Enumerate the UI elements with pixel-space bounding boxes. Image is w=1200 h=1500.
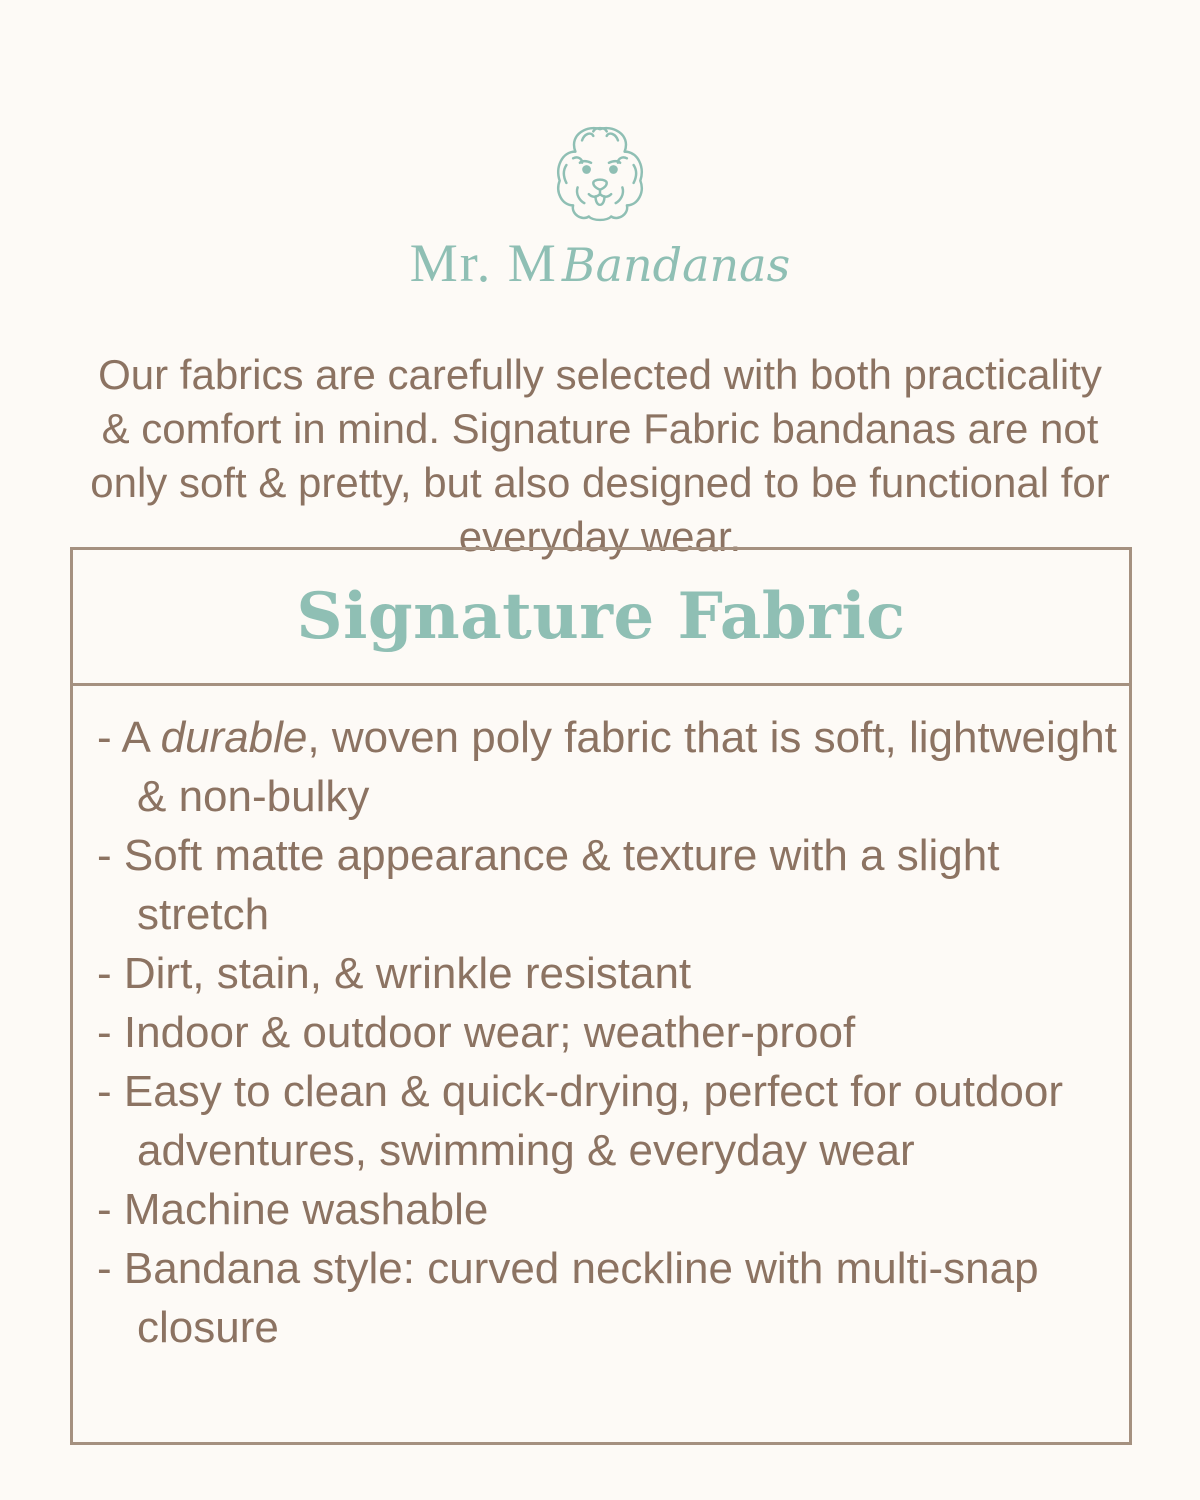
intro-paragraph: Our fabrics are carefully selected with both practicality & comfort in mind. Signature Fabric bandanas are not only soft & pretty, but also designed to be functional for everyday wear. bbox=[90, 351, 1110, 560]
feature-item: - Soft matte appearance & texture with a slight stretch bbox=[97, 831, 1000, 939]
feature-item: - Indoor & outdoor wear; weather-proof bbox=[97, 1008, 856, 1057]
feature-list bbox=[73, 686, 1129, 1357]
feature-item bbox=[97, 708, 1129, 826]
brand-script: Bandanas bbox=[561, 238, 791, 292]
brand-name: Mr. M bbox=[409, 233, 558, 293]
feature-rest: , woven poly fabric that is soft, lightweight & non-bulky bbox=[137, 713, 1117, 821]
feature-prefix: - A bbox=[97, 713, 161, 762]
feature-item: - Easy to clean & quick-drying, perfect for outdoor adventures, swimming & everyday wear bbox=[97, 1067, 1064, 1175]
feature-emphasis: durable bbox=[160, 713, 308, 762]
brand-logo bbox=[0, 118, 1200, 230]
panel-title: Signature Fabric bbox=[296, 579, 906, 654]
feature-item: - Dirt, stain, & wrinkle resistant bbox=[97, 949, 692, 998]
fabric-info-panel bbox=[70, 547, 1132, 1445]
panel-header bbox=[73, 550, 1129, 686]
feature-item: - Bandana style: curved neckline with multi-snap closure bbox=[97, 1244, 1039, 1352]
brand-wordmark bbox=[0, 232, 1200, 294]
dog-face-icon bbox=[544, 118, 656, 230]
feature-item: - Machine washable bbox=[97, 1185, 489, 1234]
